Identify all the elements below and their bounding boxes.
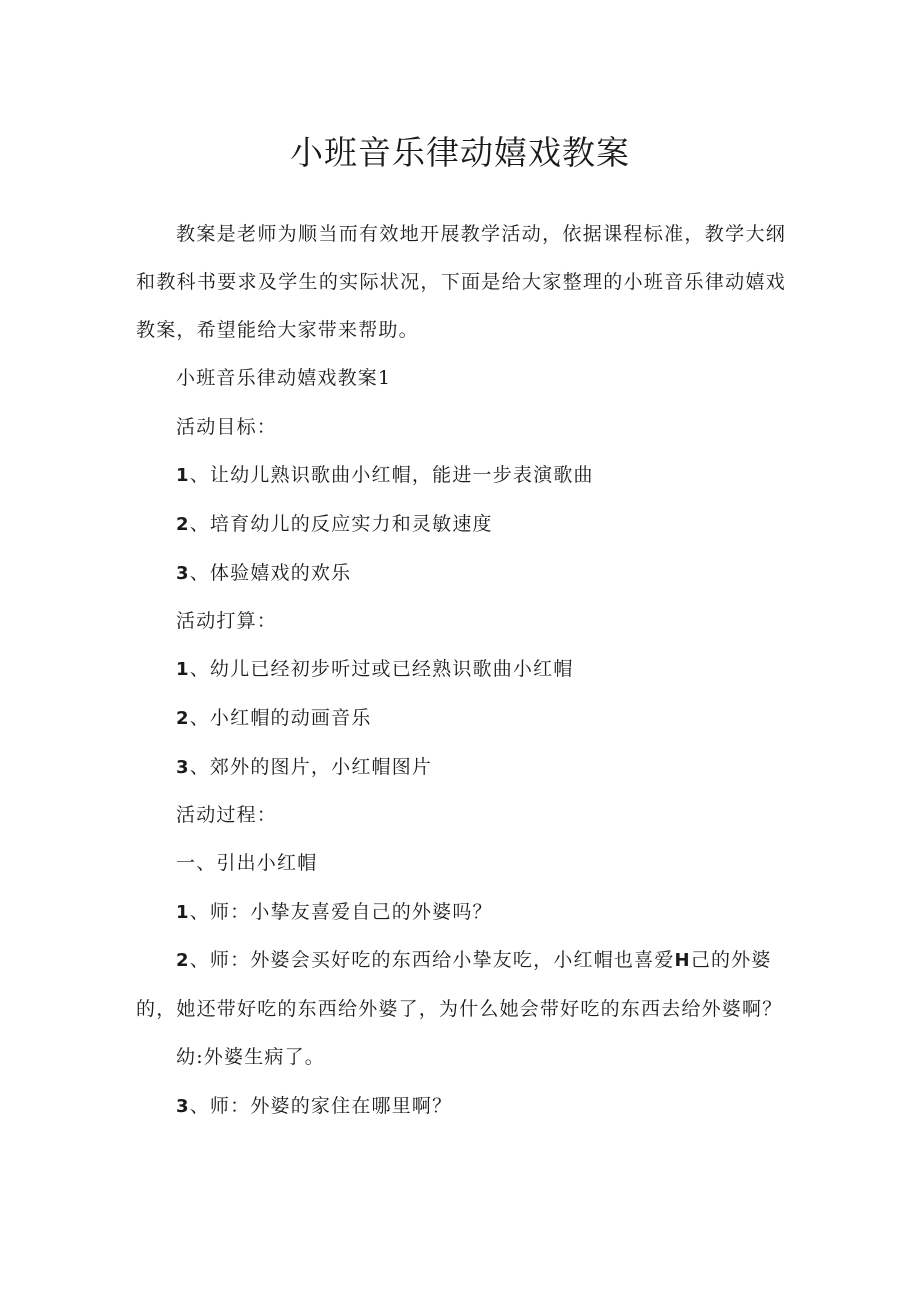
document-title: 小班音乐律动嬉戏教案	[290, 133, 630, 172]
item-text: 、幼儿已经初步听过或已经熟识歌曲小红帽	[189, 658, 574, 680]
item-text: 、师：外婆的家住在哪里啊？	[189, 1095, 453, 1117]
item-text: 、师：小挚友喜爱自己的外婆吗？	[189, 901, 493, 923]
prep-heading: 活动打算：	[176, 610, 278, 632]
item-number: 1	[176, 465, 190, 486]
question-item	[136, 896, 826, 929]
question-paragraph	[136, 936, 796, 1033]
item-text: 、郊外的图片，小红帽图片	[189, 756, 433, 778]
intro-paragraph: 教案是老师为顺当而有效地开展教学活动，依据课程标准，教学大纲和教科书要求及学生的实际状况，下面是给大家整理的小班音乐律动嬉戏教案，希望能给大家带来帮助。	[136, 223, 786, 341]
item-number: 1	[176, 659, 190, 680]
goal-item	[136, 557, 826, 590]
odd-char: H	[674, 950, 691, 971]
step-heading: 一、引出小红帽	[176, 852, 318, 874]
process-heading: 活动过程：	[176, 804, 278, 826]
item-text: 、让幼儿熟识歌曲小红帽，能进一步表演歌曲	[189, 464, 594, 486]
goals-heading: 活动目标：	[176, 416, 278, 438]
item-number: 3	[176, 563, 190, 584]
item-number: 2	[176, 708, 190, 729]
prep-item	[136, 751, 826, 784]
prep-item	[136, 702, 826, 735]
question-item	[136, 1090, 826, 1123]
item-number: 3	[176, 1096, 190, 1117]
item-number: 1	[176, 902, 190, 923]
prep-item	[136, 653, 826, 686]
goal-item	[136, 459, 826, 492]
item-text: 、小红帽的动画音乐	[189, 707, 372, 729]
item-text: 、师：外婆会买好吃的东西给小挚友吃，小红帽也喜爱	[189, 949, 675, 971]
item-number: 2	[176, 514, 190, 535]
section-heading: 小班音乐律动嬉戏教案1	[176, 367, 392, 389]
item-number: 2	[176, 950, 190, 971]
item-text: 、体验嬉戏的欢乐	[189, 562, 352, 584]
item-number: 3	[176, 757, 190, 778]
goal-item	[136, 508, 826, 541]
item-text: 、培育幼儿的反应实力和灵敏速度	[189, 513, 493, 535]
item-text: 己的外婆的，她还带好吃的东西给外婆了，为什么她会带好吃的东西去给外婆啊？	[136, 949, 783, 1020]
answer-line: 幼:外婆生病了。	[176, 1046, 326, 1068]
